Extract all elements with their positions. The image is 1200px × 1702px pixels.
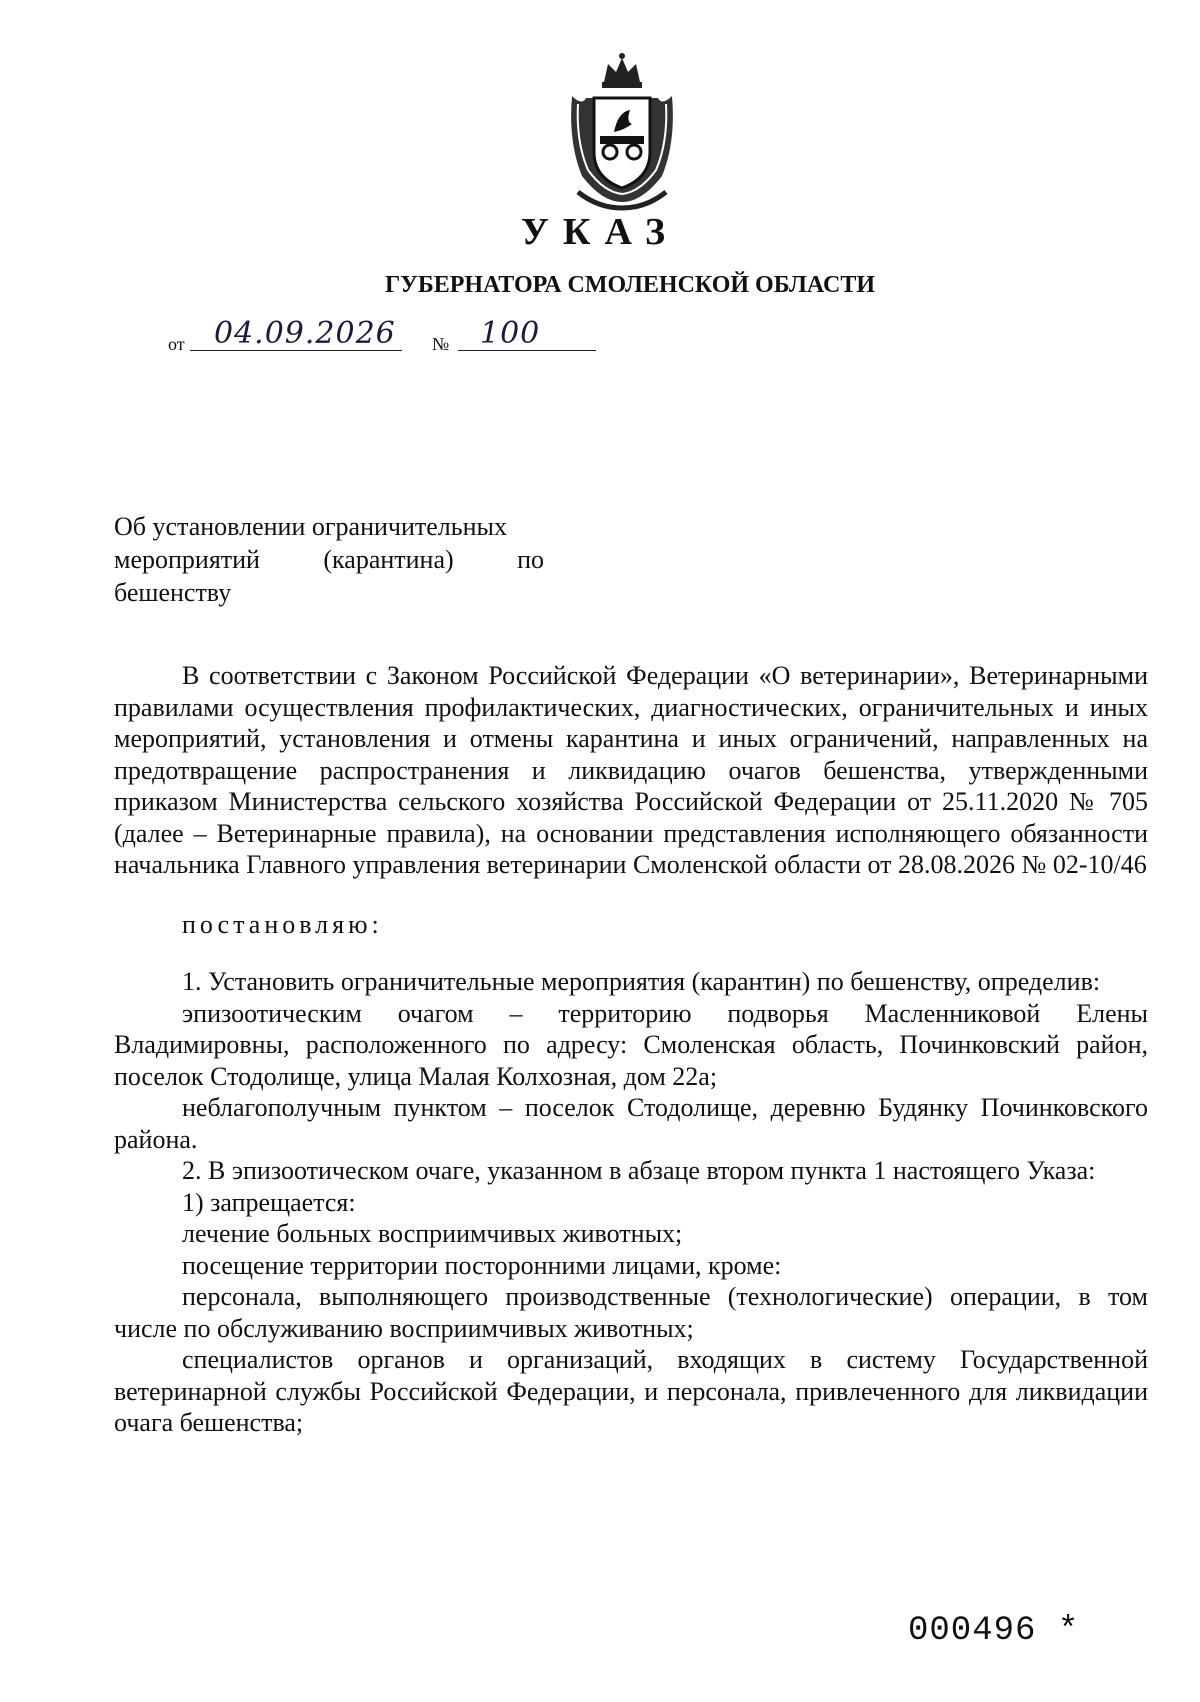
coat-of-arms-emblem [558, 52, 686, 212]
form-serial-number: 000496 * [908, 1612, 1080, 1650]
body-paragraph: 1. Установить ограничительные мероприятия (карантин) по бешенству, определив: [182, 967, 1101, 996]
body-paragraph: эпизоотическим очагом – территорию подворья Масленниковой Елены Владимировны, расположенного по адресу: Смоленская область, Починковский район, поселок Стодолище, улица Малая Колхозная, дом 22а; [114, 998, 1148, 1091]
body-paragraph: персонала, выполняющего производственные (технологические) операции, в том числе по обслуживанию восприимчивых животных; [114, 1282, 1148, 1343]
body-paragraph: неблагополучным пунктом – поселок Стодолище, деревню Будянку Починковского района. [114, 1093, 1148, 1154]
document-subject [114, 510, 544, 609]
body-paragraph: специалистов органов и организаций, входящих в систему Государственной ветеринарной службы Российской Федерации, и персонала, привлеченного для ликвидации очага бешенства; [114, 1345, 1148, 1437]
preamble-paragraph: В соответствии с Законом Российской Федерации «О ветеринарии», Ветеринарными правилами осуществления профилактических, диагностических, ограничительных и иных мероприятий, установления и отмены карантина и иных ограничений, направленных на предотвращение распространения и ликвидацию очагов бешенства, утвержденными приказом Министерства сельского хозяйства Российской Федерации от 25.11.2020 № 705 (далее – Ветеринарные правила), на основании представления исполняющего обязанности начальника Главного управления ветеринарии Смоленской области от 28.08.2026 № 02-10/46 [114, 661, 1148, 879]
number-prefix: № [432, 334, 450, 354]
subject-line: Об установлении ограничительных [114, 512, 508, 541]
decree-word: постановляю: [182, 909, 383, 939]
document-title: УКАЗ [521, 211, 679, 253]
subject-line: бешенству [114, 578, 232, 607]
document-subtitle: ГУБЕРНАТОРА СМОЛЕНСКОЙ ОБЛАСТИ [384, 272, 876, 298]
handwritten-date: 04.09.2026 [214, 316, 396, 351]
body-paragraph: 2. В эпизоотическом очаге, указанном в абзаце втором пункта 1 настоящего Указа: [182, 1156, 1096, 1185]
body-paragraph: лечение больных восприимчивых животных; [182, 1219, 683, 1248]
handwritten-number: 100 [480, 316, 541, 351]
subject-line: мероприятий (карантина) по [114, 545, 544, 574]
date-prefix: от [168, 334, 185, 354]
document-body [114, 660, 1148, 1439]
body-paragraph: посещение территории посторонними лицами, кроме: [182, 1250, 782, 1280]
body-paragraph: 1) запрещается: [182, 1187, 356, 1217]
